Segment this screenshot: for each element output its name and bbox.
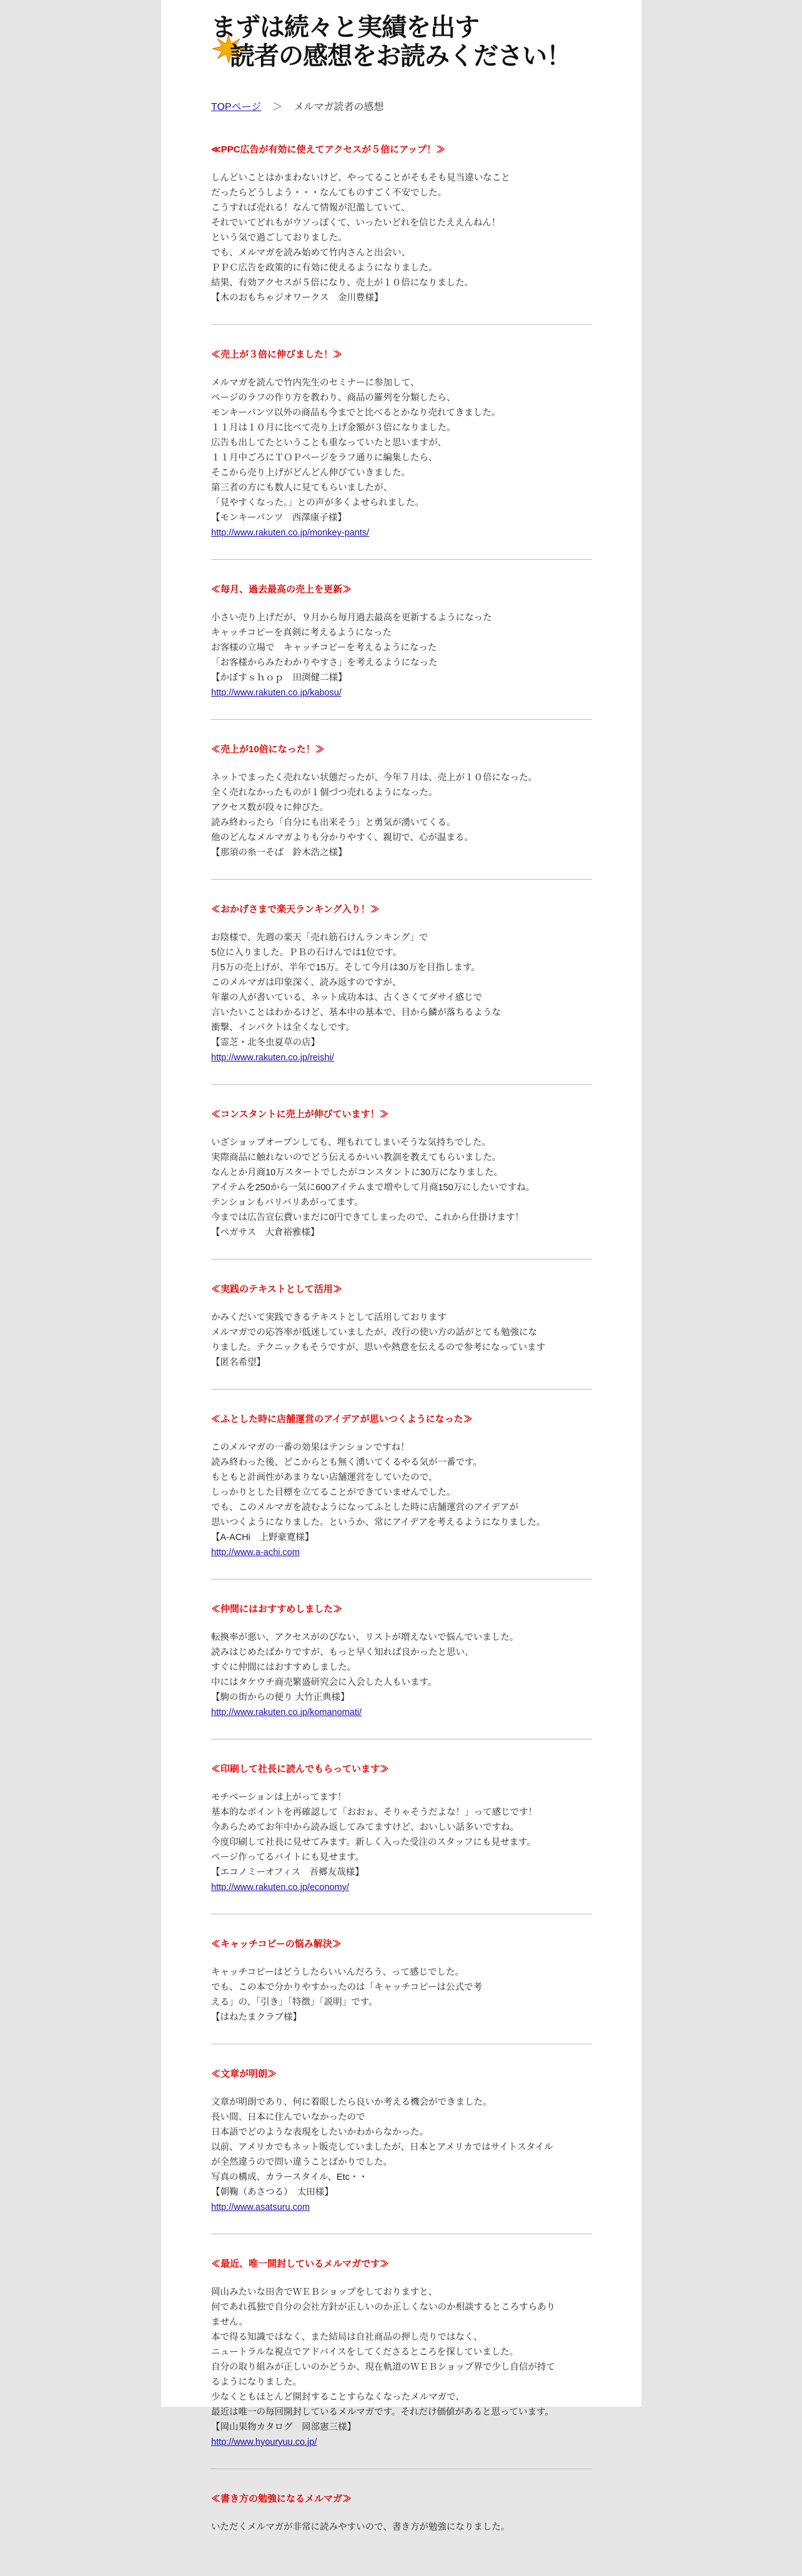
testimonial-line: 今までは広告宣伝費いまだに0円できてしまったので、これから仕掛けます！ — [211, 1213, 524, 1223]
testimonial-line: 長い間、日本に住んでいなかったので — [211, 2112, 365, 2122]
testimonial-line: 結果、有効アクセスが５倍になり、売上が１０倍になりました。 — [211, 278, 474, 288]
testimonial-entry — [211, 2492, 592, 2554]
testimonial-line: このメルマガの一番の効果はテンションですね！ — [211, 1443, 410, 1453]
testimonial-line: こうすれば売れる！なんて情報が氾濫していて、 — [211, 203, 410, 213]
testimonial-line: 岡山みたいな田舎でＷＥＢショップをしておりますと、 — [211, 2287, 438, 2297]
testimonial-signature: 【匿名希望】 — [211, 1358, 265, 1368]
testimonial-line: 全く売れなかったものが１個づつ売れるようになった。 — [211, 788, 438, 798]
testimonial-line: という気で過ごしておりました。 — [211, 233, 347, 243]
testimonial-title: ≪おかげさまで楽天ランキング入り！≫ — [211, 904, 380, 915]
testimonial-line: １１月は１０月に比べて売り上げ金額が３倍になりました。 — [211, 423, 456, 433]
testimonial-title: ≪ふとした時に店舗運営のアイデアが思いつくようになった≫ — [211, 1414, 473, 1425]
testimonial-signature: 【駒の街からの便り 大竹正典様】 — [211, 1693, 350, 1703]
testimonial-body — [211, 1135, 592, 1225]
testimonial-line: アイテムを250から一気に600アイテムまで増やして月商150万にしたいですね。 — [211, 1183, 535, 1193]
testimonial-line: 読み終わった後、どこからとも無く湧いてくるやる気が一番です。 — [211, 1458, 482, 1468]
testimonial-line: このメルマガは印象深く、読み返すのですが、 — [211, 978, 402, 988]
testimonial-shop-link[interactable]: http://www.hyouryuu.co.jp/ — [211, 2437, 317, 2447]
testimonial-entry — [211, 347, 592, 560]
testimonial-signature: 【那須の糸一そば 鈴木浩之様】 — [211, 848, 347, 858]
testimonial-line: それでいてどれもがウソっぽくて、いったいどれを信じたええんねん！ — [211, 218, 501, 228]
testimonial-signature: 【岡山果物カタログ 岡部憲三様】 — [211, 2422, 356, 2432]
testimonial-entry — [211, 1282, 592, 1390]
testimonial-line: モンキーパンツ以外の商品も今までと比べるとかなり売れてきました。 — [211, 408, 501, 418]
testimonial-body — [211, 2520, 592, 2535]
testimonial-shop-link[interactable]: http://www.rakuten.co.jp/komanomati/ — [211, 1708, 362, 1718]
testimonial-line: ページのラフの作り方を教わり、商品の羅列を分類したら、 — [211, 393, 456, 403]
testimonial-title: ≪PPC広告が有効に使えてアクセスが５倍にアップ！≫ — [211, 144, 446, 155]
testimonial-title: ≪仲間にはおすすめしました≫ — [211, 1604, 343, 1614]
testimonial-entry — [211, 2067, 592, 2234]
testimonial-line: 中にはタケウチ商売繁盛研究会に入会した人もいます。 — [211, 1678, 437, 1688]
testimonial-body — [211, 930, 592, 1035]
testimonial-line: そこから売り上げがどんどん伸びていきました。 — [211, 468, 410, 478]
testimonial-line: 写真の構成、カラースタイル、Etc・・ — [211, 2172, 368, 2182]
testimonial-line: 転換率が悪い、アクセスがのびない、リストが増えないで悩んでいました。 — [211, 1633, 519, 1643]
testimonial-line: 広告も出してたということも重なっていたと思いますが、 — [211, 438, 447, 448]
testimonial-line: 実際商品に触れないのでどう伝えるかいい教訓を教えてもらいました。 — [211, 1153, 501, 1163]
testimonial-body — [211, 770, 592, 845]
testimonial-line: お客様の立場で キャッチコピーを考えるようになった — [211, 643, 437, 653]
testimonial-signature: 【モンキーパンツ 西澤康子様】 — [211, 513, 347, 523]
testimonial-body — [211, 1790, 592, 1865]
testimonial-title: ≪文章が明朗≫ — [211, 2069, 277, 2079]
testimonial-line: いただくメルマガが非常に読みやすいので、書き方が勉強になりました。 — [211, 2522, 510, 2532]
testimonial-body — [211, 1310, 592, 1355]
testimonial-body — [211, 2285, 592, 2420]
testimonial-line: キャッチコピーはどうしたらいいんだろう、って感じでした。 — [211, 1967, 464, 1977]
testimonial-list — [211, 142, 592, 2576]
testimonial-entry — [211, 902, 592, 1085]
testimonial-body — [211, 1440, 592, 1530]
testimonial-line: 今度印刷して社長に見せてみます。新しく入った受注のスタッフにも見せます。 — [211, 1838, 536, 1847]
testimonial-line: メルマガを読んで竹内先生のセミナーに参加して、 — [211, 378, 420, 388]
testimonial-line: なんとか月商10万スタートでしたがコンスタントに30万になりました。 — [211, 1168, 503, 1178]
testimonial-line: 何であれ孤独で自分の会社方針が正しいのか正しくないのか相談するところすらあり — [211, 2302, 555, 2312]
testimonial-title: ≪印刷して社長に読んでもらっています≫ — [211, 1764, 390, 1774]
breadcrumb-current: メルマガ読者の感想 — [294, 102, 384, 112]
testimonial-entry — [211, 2257, 592, 2469]
testimonial-body — [211, 610, 592, 670]
testimonial-line: 以前、アメリカでもネット販売していましたが、日本とアメリカではサイトスタイル — [211, 2142, 553, 2152]
testimonial-shop-link[interactable]: http://www.rakuten.co.jp/reishi/ — [211, 1053, 334, 1063]
testimonial-line: ネットでまったく売れない状態だったが、今年７月は、売上が１０倍になった。 — [211, 773, 537, 783]
testimonial-line: モチベーションは上がってます！ — [211, 1793, 347, 1803]
testimonial-line: りました。テクニックもそうですが、思いや熱意を伝えるので参考になっています — [211, 1343, 546, 1353]
testimonial-line: ＰＰＣ広告を政策的に有効に使えるようになりました。 — [211, 263, 438, 273]
testimonial-line: でも、この本で分かりやすかったのは「キャッチコピーは公式で考 — [211, 1982, 482, 1992]
testimonial-entry — [211, 1602, 592, 1739]
testimonial-signature: 【ペガサス 大倉裕雅様】 — [211, 1228, 320, 1238]
testimonial-line: もともと計画性があまりない店舗運営をしていたので、 — [211, 1473, 438, 1483]
testimonial-line: お陰様で、先週の楽天「売れ筋石けんランキング」で — [211, 933, 428, 943]
testimonial-entry — [211, 582, 592, 720]
testimonial-signature: 【エコノミーオフィス 吾郷友哉様】 — [211, 1867, 364, 1877]
testimonial-line: 「お客様からみたわかりやすさ」を考えるようになった — [211, 658, 438, 668]
testimonial-line: 小さい売り上げだが、９月から毎月過去最高を更新するようになった — [211, 613, 492, 623]
testimonial-line: でも、このメルマガを読むようになってふとした時に店舗運営のアイデアが — [211, 1503, 518, 1513]
testimonial-shop-link[interactable]: http://www.rakuten.co.jp/monkey-pants/ — [211, 528, 370, 538]
testimonial-line: 読み終わったら「自分にも出来そう」と勇気が湧いてくる。 — [211, 818, 456, 828]
testimonial-title: ≪売上が３倍に伸びました！≫ — [211, 349, 343, 360]
breadcrumb — [211, 99, 384, 113]
testimonial-body — [211, 1965, 592, 2010]
testimonial-line: が全然違うので問い違うことばかりでした。 — [211, 2157, 392, 2167]
testimonial-entry — [211, 1412, 592, 1579]
testimonial-line: 他のどんなメルマガよりも分かりやすく、親切で、心が温まる。 — [211, 833, 473, 843]
testimonial-shop-link[interactable]: http://www.asatsuru.com — [211, 2202, 310, 2212]
testimonial-line: ません。 — [211, 2317, 248, 2327]
testimonial-line: 基本的なポイントを再確認して「おおぉ、そりゃそうだよな！」って感じです！ — [211, 1808, 537, 1818]
header-title-line2: 読者の感想をお読みください！ — [230, 41, 571, 71]
testimonial-line: える」の、「引き」「特徴」「説明」です。 — [211, 1997, 378, 2007]
testimonial-title: ≪実践のテキストとして活用≫ — [211, 1284, 342, 1295]
testimonial-line: 衝撃、インパクトは全くなしです。 — [211, 1023, 355, 1033]
testimonial-line: でも、メルマガを読み始めて竹内さんと出会い、 — [211, 248, 410, 258]
testimonial-line: 自分の取り組みが正しいのかどうか、現在軌道のＷＥＢショップ界で少し自信が持て — [211, 2362, 555, 2372]
testimonial-signature: 【木のおもちゃジオワークス 金川豊様】 — [211, 293, 384, 303]
testimonial-line: アクセス数が段々に伸びた。 — [211, 803, 329, 813]
testimonial-entry — [211, 1937, 592, 2044]
testimonial-shop-link[interactable]: http://www.a-achi.com — [211, 1548, 300, 1558]
testimonial-line: 少なくともほとんど開封することすらなくなったメルマガで、 — [211, 2392, 465, 2402]
testimonial-body — [211, 1630, 592, 1690]
testimonial-line: テンションもバリバリあがってます。 — [211, 1198, 364, 1208]
testimonial-signature: 【かぼすｓｈｏｐ 田渕健二様】 — [211, 673, 347, 683]
testimonial-line: 思いつくようになりました。というか、常にアイデアを考えるようになりました。 — [211, 1518, 546, 1528]
testimonial-entry — [211, 742, 592, 880]
testimonial-line: 言いたいことはわかるけど、基本中の基本で、目から鱗が落ちるような — [211, 1008, 501, 1018]
testimonial-title: ≪毎月、過去最高の売上を更新≫ — [211, 584, 352, 595]
header-banner — [211, 6, 598, 69]
testimonial-line: るようになりました。 — [211, 2377, 302, 2387]
testimonial-line: 今あらためてお年中から読み返してみてますけど、おいしい話多いですね。 — [211, 1823, 519, 1833]
testimonial-title: ≪キャッチコピーの悩み解決≫ — [211, 1939, 342, 1949]
testimonial-body — [211, 375, 592, 510]
testimonial-shop-link[interactable]: http://www.rakuten.co.jp/economy/ — [211, 1882, 349, 1892]
testimonial-entry — [211, 1762, 592, 1914]
testimonial-body — [211, 171, 592, 291]
testimonial-line: かみくだいて実践できるテキストとして活用しております — [211, 1313, 447, 1323]
testimonial-line: １１月中ごろにＴＯＰページをラフ通りに編集したら、 — [211, 453, 438, 463]
testimonial-line: キャッチコピーを真剣に考えるようになった — [211, 628, 392, 638]
testimonial-line: 年輩の人が書いている、ネット成功本は、古くさくてダサイ感じで — [211, 993, 482, 1003]
testimonial-line: 最近は唯一の毎回開封しているメルマガです。それだけ価値があると思っています。 — [211, 2407, 554, 2417]
testimonial-line: しんどいことはかまわないけど、やってることがそもそも見当違いなこと — [211, 173, 510, 183]
testimonial-line: 日本語でどのような表現をしたいかわからなかった。 — [211, 2127, 428, 2137]
header-title-line1: まずは続々と実績を出す — [211, 12, 479, 42]
testimonial-line: いざショップオープンしても、埋もれてしまいそうな気持ちでした。 — [211, 1138, 491, 1148]
testimonial-line: 5位に入りました。ＰＢの石けんでは1位です。 — [211, 948, 402, 958]
testimonial-line: 第三者の方にも数人に見てもらいましたが、 — [211, 483, 392, 493]
breadcrumb-separator: ＞ — [272, 102, 283, 112]
testimonial-line: すぐに仲間にはおすすめしました。 — [211, 1663, 357, 1673]
testimonial-line: メルマガでの応答率が低迷していましたが、改行の使い方の話がとても勉強にな — [211, 1328, 537, 1338]
testimonial-title: ≪最近、唯一開封しているメルマガです≫ — [211, 2259, 390, 2269]
page — [161, 0, 641, 2532]
testimonial-entry — [211, 1107, 592, 1260]
testimonial-signature: 【はねたまクラブ様】 — [211, 2012, 302, 2022]
testimonial-signature: 【A-ACHi 上野豪寛様】 — [211, 1533, 314, 1543]
testimonial-line: ニュートラルな視点でアドバイスをしてくださるところを探していました。 — [211, 2347, 519, 2357]
testimonial-line: 文章が明朗であり、何に着眼したら良いか考える機会ができました。 — [211, 2097, 492, 2107]
testimonial-line: 月5万の売上げが、半年で15万。そして今月は30万を目指します。 — [211, 963, 480, 973]
testimonial-line: 本で得る知識ではなく、また結局は自社商品の押し売りではなく、 — [211, 2332, 483, 2342]
testimonial-line: 読みはじめたばかりですが、もっと早く知れば良かったと思い、 — [211, 1648, 474, 1658]
testimonial-line: だったらどうしよう・・・なんてものすごく不安でした。 — [211, 188, 447, 198]
testimonial-title: ≪売上が10倍になった！≫ — [211, 744, 325, 755]
testimonial-signature: 【霊芝・北冬虫夏草の店】 — [211, 1038, 320, 1048]
testimonial-body — [211, 2095, 592, 2185]
breadcrumb-home-link[interactable]: TOPページ — [211, 102, 262, 112]
testimonial-line: しっかりとした目標を立てることができていませんでした。 — [211, 1488, 456, 1498]
testimonial-line: 「見やすくなった。」との声が多くよせられました。 — [211, 498, 424, 508]
testimonial-entry — [211, 142, 592, 325]
testimonial-title: ≪コンスタントに売上が伸びています！≫ — [211, 1109, 389, 1120]
testimonial-line: ページ作ってるバイトにも見せます。 — [211, 1852, 365, 1862]
testimonial-signature: 【朝鞠（あさつる） 太田様】 — [211, 2187, 334, 2197]
testimonial-shop-link[interactable]: http://www.rakuten.co.jp/kabosu/ — [211, 688, 342, 698]
testimonial-title: ≪書き方の勉強になるメルマガ≫ — [211, 2494, 352, 2504]
